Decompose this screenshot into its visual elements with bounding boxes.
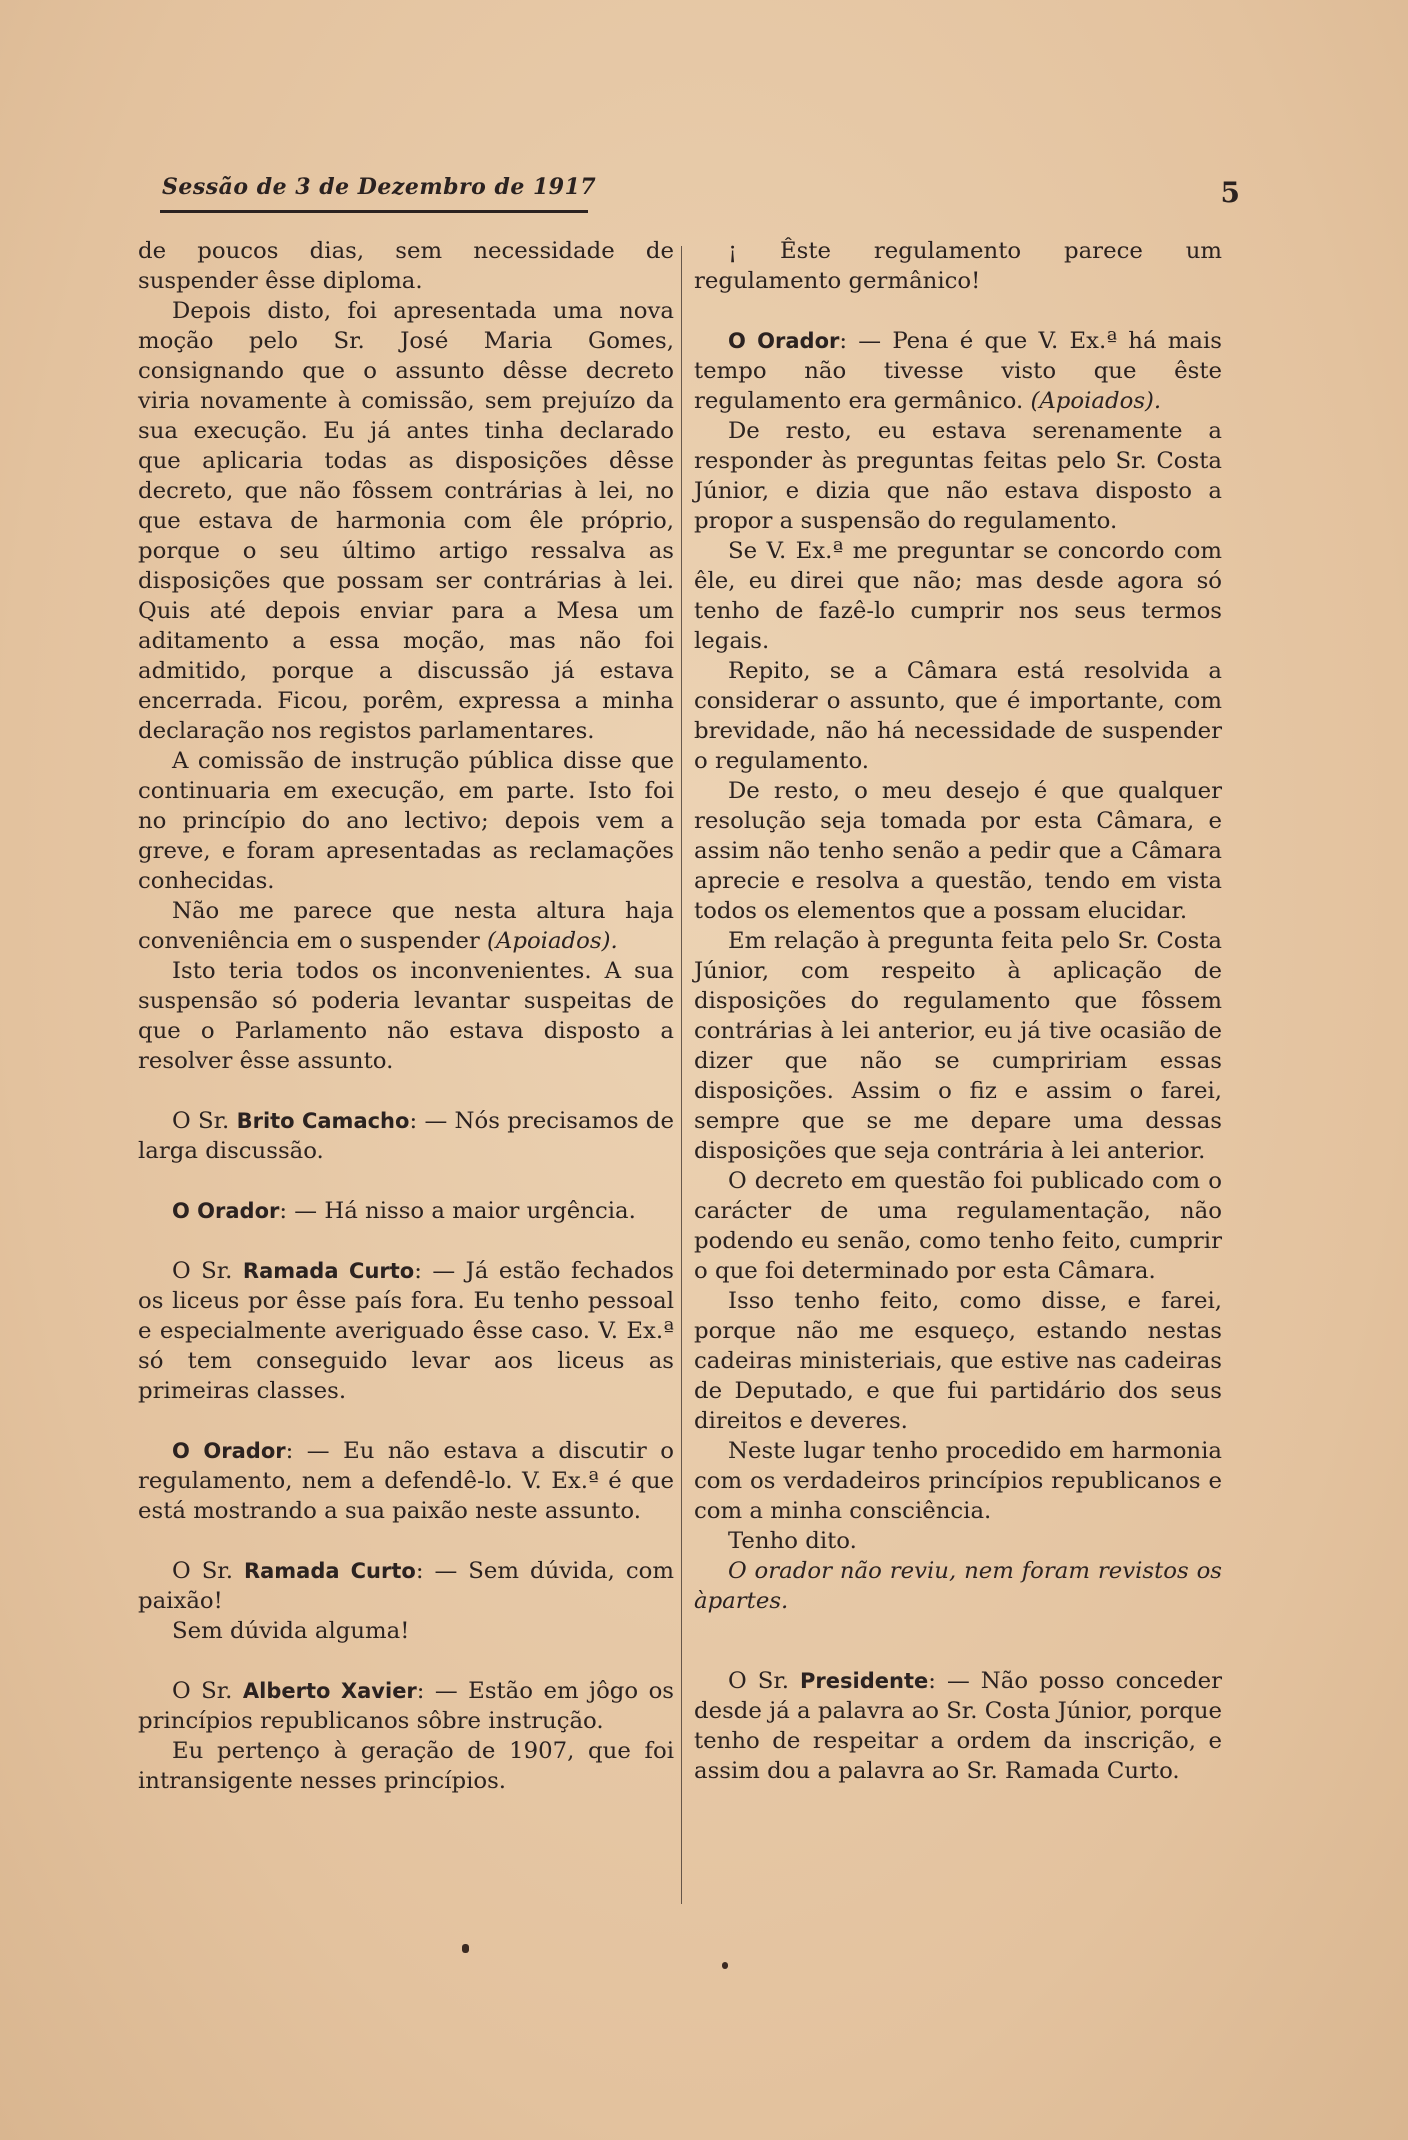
paragraph: A comissão de instrução pública disse que continuaria em execução, em parte. Isto foi no princípio do ano lectivo; depois vem a greve, e foram apresentadas as reclamações conhecidas. bbox=[138, 748, 674, 894]
paragraph-text: Não me parece que nesta altura haja conveniência em o suspender bbox=[138, 898, 674, 954]
speaker-name: O Orador bbox=[728, 329, 840, 353]
speaker-prefix: O Sr. bbox=[728, 1668, 789, 1694]
ink-spot bbox=[722, 1962, 728, 1969]
speaker-name: O Orador bbox=[172, 1439, 286, 1463]
paragraph: Isso tenho feito, como disse, e farei, porque não me esqueço, estando nestas cadeiras ministeriais, que estive nas cadeiras de Deputado, e que fui partidário dos seus direitos e deveres. bbox=[694, 1288, 1222, 1434]
left-column bbox=[138, 236, 674, 1796]
paragraph: Se V. Ex.ª me preguntar se concordo com êle, eu direi que não; mas desde agora só tenho de fazê-lo cumprir nos seus termos legais. bbox=[694, 538, 1222, 654]
speaker-prefix: O Sr. bbox=[172, 1258, 233, 1284]
speech-turn bbox=[694, 1666, 1222, 1786]
speaker-prefix: O Sr. bbox=[172, 1558, 233, 1584]
speech-turn bbox=[138, 1556, 674, 1616]
speech-text: : — Pena é que V. Ex.ª há mais tempo não tivesse visto que êste regulamento era germânico. bbox=[694, 328, 1223, 414]
header-rule bbox=[160, 210, 588, 213]
speaker-name: Presidente bbox=[800, 1669, 929, 1693]
paragraph: De resto, eu estava serenamente a responder às preguntas feitas pelo Sr. Costa Júnior, e dizia que não estava disposto a propor a suspensão do regulamento. bbox=[694, 418, 1222, 534]
speech-turn bbox=[138, 1106, 674, 1166]
speaker-name: Ramada Curto bbox=[242, 1259, 415, 1283]
paragraph: Depois disto, foi apresentada uma nova moção pelo Sr. José Maria Gomes, consignando que o assunto dêsse decreto viria novamente à comissão, sem prejuízo da sua execução. Eu já antes tinha declarado que aplicaria todas as disposições dêsse decreto, que não fôssem contrárias à lei, no que estava de harmonia com êle próprio, porque o seu último artigo ressalva as disposições que possam ser contrárias à lei. Quis até depois enviar para a Mesa um aditamento a essa moção, mas não foi admitido, porque a discussão já estava encerrada. Ficou, porêm, expressa a minha declaração nos registos parlamentares. bbox=[138, 298, 674, 744]
paragraph: Isto teria todos os inconvenientes. A sua suspensão só poderia levantar suspeitas de que o Parlamento não estava disposto a resolver êsse assunto. bbox=[138, 958, 674, 1074]
speech-turn bbox=[138, 1676, 674, 1736]
paragraph: Eu pertenço à geração de 1907, que foi intransigente nesses princípios. bbox=[138, 1738, 674, 1794]
paragraph: Tenho dito. bbox=[728, 1528, 857, 1554]
speech-turn bbox=[694, 326, 1222, 416]
speech-text: : — Não posso conceder desde já a palavra ao Sr. Costa Júnior, porque tenho de respeitar a ordem da inscrição, e assim dou a palavra ao Sr. Ramada Curto. bbox=[694, 1668, 1222, 1784]
speech-turn bbox=[138, 1196, 674, 1226]
page-header bbox=[160, 168, 1240, 218]
speech-text: : — Sem dúvida, com paixão! bbox=[138, 1558, 674, 1614]
speaker-name: Alberto Xavier bbox=[242, 1679, 417, 1703]
paragraph: Repito, se a Câmara está resolvida a considerar o assunto, que é importante, com brevidade, não há necessidade de suspender o regulamento. bbox=[694, 658, 1222, 774]
apart-note: (Apoiados). bbox=[1030, 388, 1162, 414]
speaker-name: Ramada Curto bbox=[243, 1559, 416, 1583]
speech-text: : — Eu não estava a discutir o regulamento, nem a defendê-lo. V. Ex.ª é que está mostrando a sua paixão neste assunto. bbox=[138, 1438, 674, 1524]
paragraph: De resto, o meu desejo é que qualquer resolução seja tomada por esta Câmara, e assim não tenho senão a pedir que a Câmara aprecie e resolva a questão, tendo em vista todos os elementos que a possam elucidar. bbox=[694, 778, 1222, 924]
paragraph: ¡ Êste regulamento parece um regulamento germânico! bbox=[694, 238, 1222, 294]
editorial-note: O orador não reviu, nem foram revistos os àpartes. bbox=[694, 1558, 1222, 1614]
speaker-prefix: O Sr. bbox=[172, 1678, 233, 1704]
running-head: Sessão de 3 de Dezembro de 1917 bbox=[162, 174, 597, 200]
speech-text: : — Nós precisamos de larga discussão. bbox=[138, 1108, 674, 1164]
speech-turn bbox=[138, 1436, 674, 1526]
paragraph: de poucos dias, sem necessidade de suspender êsse diploma. bbox=[138, 238, 674, 294]
paragraph: Em relação à pregunta feita pelo Sr. Costa Júnior, com respeito à aplicação de disposições do regulamento que fôssem contrárias à lei anterior, eu já tive ocasião de dizer que não se cumpririam essas disposições. Assim o fiz e assim o farei, sempre que se me depare uma dessas disposições que seja contrária à lei anterior. bbox=[694, 928, 1222, 1164]
speech-text: : — Estão em jôgo os princípios republicanos sôbre instrução. bbox=[138, 1678, 675, 1734]
column-divider bbox=[681, 246, 682, 1904]
speaker-prefix: O Sr. bbox=[172, 1108, 230, 1134]
page-number: 5 bbox=[1220, 176, 1240, 209]
right-column bbox=[694, 236, 1222, 1786]
speaker-name: Brito Camacho bbox=[236, 1109, 410, 1133]
paragraph bbox=[138, 896, 674, 956]
speech-turn bbox=[138, 1256, 674, 1406]
paragraph: O decreto em questão foi publicado com o carácter de uma regulamentação, não podendo eu senão, como tenho feito, cumprir o que foi determinado por esta Câmara. bbox=[694, 1168, 1222, 1284]
paragraph: Neste lugar tenho procedido em harmonia com os verdadeiros princípios republicanos e com a minha consciência. bbox=[694, 1438, 1222, 1524]
speech-text: : — Há nisso a maior urgência. bbox=[279, 1198, 636, 1224]
ink-spot bbox=[462, 1944, 469, 1953]
paragraph: Sem dúvida alguma! bbox=[172, 1618, 410, 1644]
apart-note: (Apoiados). bbox=[487, 928, 618, 954]
speaker-name: O Orador bbox=[172, 1199, 280, 1223]
speech-text: : — Já estão fechados os liceus por êsse país fora. Eu tenho pessoal e especialmente averiguado êsse caso. V. Ex.ª só tem conseguido levar aos liceus as primeiras classes. bbox=[138, 1258, 674, 1404]
